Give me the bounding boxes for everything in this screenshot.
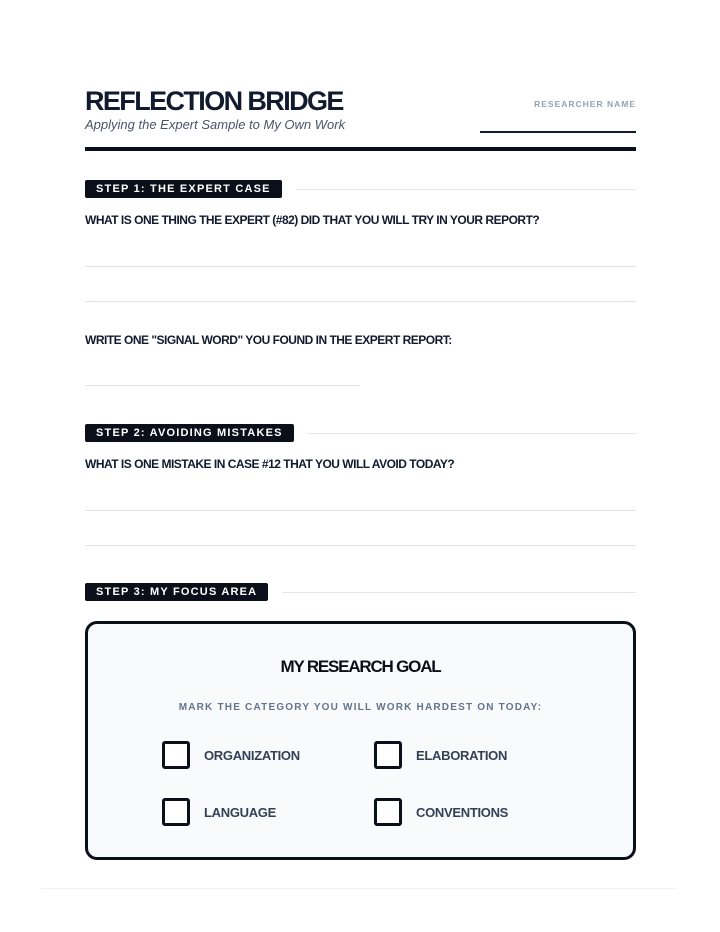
- step-3-badge: STEP 3: MY FOCUS AREA: [85, 583, 268, 601]
- option-label: LANGUAGE: [204, 804, 276, 820]
- page-title: REFLECTION BRIDGE: [85, 86, 343, 116]
- checkbox-organization[interactable]: [162, 741, 190, 769]
- worksheet: [85, 0, 636, 932]
- step-2-header: [85, 424, 636, 442]
- step-3-header: [85, 583, 636, 601]
- option-language[interactable]: [162, 798, 276, 826]
- step-1-question-1: WHAT IS ONE THING THE EXPERT (#82) DID THAT YOU WILL TRY IN YOUR REPORT?: [85, 213, 540, 227]
- option-label: ELABORATION: [416, 747, 508, 763]
- option-label: CONVENTIONS: [416, 804, 509, 820]
- checkbox-language[interactable]: [162, 798, 190, 826]
- researcher-name-label: RESEARCHER NAME: [534, 99, 636, 109]
- option-organization[interactable]: [162, 741, 300, 769]
- header-divider: [85, 147, 636, 151]
- step-1-rule: [296, 189, 636, 190]
- answer-line-4[interactable]: [85, 545, 636, 546]
- step-2-badge: STEP 2: AVOIDING MISTAKES: [85, 424, 294, 442]
- checkbox-elaboration[interactable]: [374, 741, 402, 769]
- checkbox-conventions[interactable]: [374, 798, 402, 826]
- researcher-name-field[interactable]: [480, 131, 636, 133]
- research-goal-box: [85, 621, 636, 860]
- step-1-question-2: WRITE ONE "SIGNAL WORD" YOU FOUND IN THE EXPERT REPORT:: [85, 333, 452, 347]
- goal-title: MY RESEARCH GOAL: [280, 657, 441, 676]
- answer-line-1[interactable]: [85, 266, 636, 267]
- footer-divider: [41, 888, 677, 889]
- page-subtitle: Applying the Expert Sample to My Own Work: [85, 117, 346, 132]
- answer-line-3[interactable]: [85, 510, 636, 511]
- option-conventions[interactable]: [374, 798, 508, 826]
- step-2-question: WHAT IS ONE MISTAKE IN CASE #12 THAT YOU WILL AVOID TODAY?: [85, 457, 455, 471]
- signal-word-line[interactable]: [85, 385, 360, 386]
- option-elaboration[interactable]: [374, 741, 507, 769]
- step-1-header: [85, 180, 636, 198]
- step-2-rule: [308, 433, 636, 434]
- goal-instruction: MARK THE CATEGORY YOU WILL WORK HARDEST ON TODAY:: [178, 702, 543, 713]
- step-3-rule: [282, 592, 636, 593]
- step-1-badge: STEP 1: THE EXPERT CASE: [85, 180, 282, 198]
- answer-line-2[interactable]: [85, 301, 636, 302]
- option-label: ORGANIZATION: [204, 747, 300, 763]
